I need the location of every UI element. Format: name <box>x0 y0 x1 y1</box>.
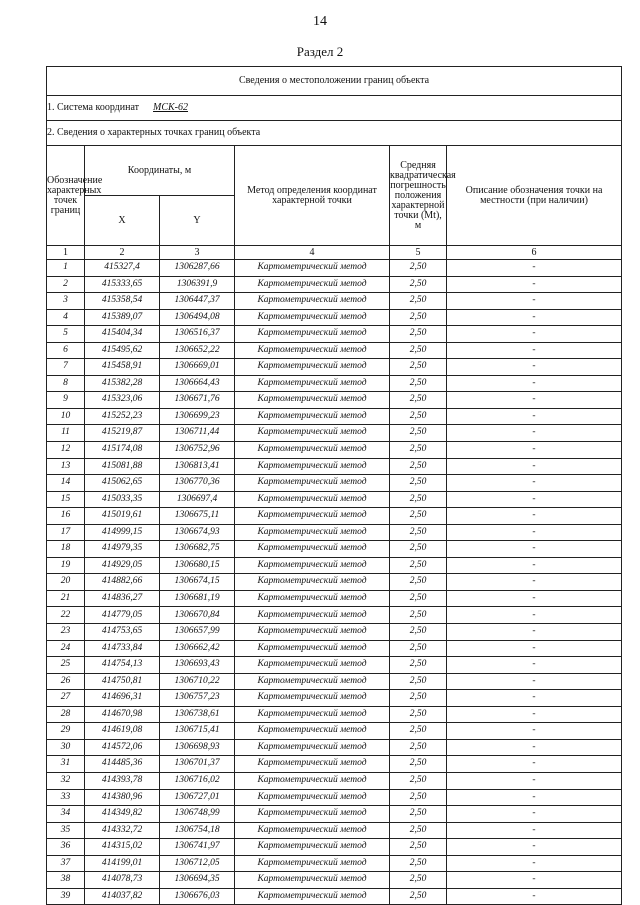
coord-y: 1306716,02 <box>160 772 235 789</box>
description: - <box>447 607 622 624</box>
coord-x: 414836,27 <box>85 590 160 607</box>
point-number: 29 <box>47 723 85 740</box>
header-description: Описание обозначения точки на местности (при наличии) <box>447 146 622 246</box>
table-title: Сведения о местоположении границ объекта <box>47 67 622 96</box>
table-row <box>47 408 622 425</box>
description: - <box>447 375 622 392</box>
table-row <box>47 293 622 310</box>
coord-y: 1306676,03 <box>160 888 235 905</box>
accuracy: 2,50 <box>390 276 447 293</box>
coord-x: 414670,98 <box>85 706 160 723</box>
method: Картометрический метод <box>235 475 390 492</box>
description: - <box>447 690 622 707</box>
points-heading-row <box>47 121 622 146</box>
point-number: 36 <box>47 839 85 856</box>
coord-y: 1306674,15 <box>160 574 235 591</box>
point-number: 21 <box>47 590 85 607</box>
table-row <box>47 508 622 525</box>
accuracy: 2,50 <box>390 822 447 839</box>
description: - <box>447 442 622 459</box>
coord-x: 415458,91 <box>85 359 160 376</box>
point-number: 8 <box>47 375 85 392</box>
table-row <box>47 309 622 326</box>
table-row <box>47 739 622 756</box>
header-y: Y <box>160 196 235 246</box>
coord-y: 1306681,19 <box>160 590 235 607</box>
description: - <box>447 260 622 277</box>
table-row <box>47 756 622 773</box>
coord-y: 1306738,61 <box>160 706 235 723</box>
coord-y: 1306694,35 <box>160 872 235 889</box>
coord-y: 1306770,36 <box>160 475 235 492</box>
method: Картометрический метод <box>235 607 390 624</box>
method: Картометрический метод <box>235 442 390 459</box>
point-number: 7 <box>47 359 85 376</box>
accuracy: 2,50 <box>390 607 447 624</box>
point-number: 1 <box>47 260 85 277</box>
description: - <box>447 408 622 425</box>
point-number: 28 <box>47 706 85 723</box>
page-number: 14 <box>313 14 327 29</box>
method: Картометрический метод <box>235 640 390 657</box>
point-number: 38 <box>47 872 85 889</box>
coord-y: 1306674,93 <box>160 524 235 541</box>
description: - <box>447 425 622 442</box>
coord-y: 1306712,05 <box>160 855 235 872</box>
table-row <box>47 888 622 905</box>
table-row <box>47 673 622 690</box>
point-number: 12 <box>47 442 85 459</box>
description: - <box>447 706 622 723</box>
coord-system-row <box>47 96 622 121</box>
method: Картометрический метод <box>235 624 390 641</box>
accuracy: 2,50 <box>390 524 447 541</box>
accuracy: 2,50 <box>390 260 447 277</box>
accuracy: 2,50 <box>390 508 447 525</box>
description: - <box>447 541 622 558</box>
point-number: 30 <box>47 739 85 756</box>
point-number: 6 <box>47 342 85 359</box>
coord-x: 415327,4 <box>85 260 160 277</box>
table-row <box>47 723 622 740</box>
method: Картометрический метод <box>235 293 390 310</box>
coord-x: 414733,84 <box>85 640 160 657</box>
coord-x: 414380,96 <box>85 789 160 806</box>
point-number: 33 <box>47 789 85 806</box>
boundary-points-table <box>46 66 622 905</box>
accuracy: 2,50 <box>390 375 447 392</box>
coord-system-label: 1. Система координат <box>47 102 140 113</box>
coord-x: 415389,07 <box>85 309 160 326</box>
coord-y: 1306699,23 <box>160 408 235 425</box>
table-row <box>47 640 622 657</box>
table-row <box>47 590 622 607</box>
description: - <box>447 855 622 872</box>
point-number: 9 <box>47 392 85 409</box>
method: Картометрический метод <box>235 458 390 475</box>
table-row <box>47 557 622 574</box>
accuracy: 2,50 <box>390 590 447 607</box>
accuracy: 2,50 <box>390 806 447 823</box>
accuracy: 2,50 <box>390 326 447 343</box>
column-number: 3 <box>160 246 235 260</box>
coord-x: 414779,05 <box>85 607 160 624</box>
table-row <box>47 624 622 641</box>
coord-x: 414037,82 <box>85 888 160 905</box>
description: - <box>447 640 622 657</box>
coord-y: 1306516,37 <box>160 326 235 343</box>
point-number: 25 <box>47 657 85 674</box>
table-title-row <box>47 67 622 96</box>
method: Картометрический метод <box>235 309 390 326</box>
table-row <box>47 574 622 591</box>
description: - <box>447 723 622 740</box>
method: Картометрический метод <box>235 690 390 707</box>
method: Картометрический метод <box>235 772 390 789</box>
description: - <box>447 789 622 806</box>
point-number: 31 <box>47 756 85 773</box>
coord-y: 1306710,22 <box>160 673 235 690</box>
coord-y: 1306813,41 <box>160 458 235 475</box>
table-row <box>47 342 622 359</box>
coord-x: 414753,65 <box>85 624 160 641</box>
accuracy: 2,50 <box>390 309 447 326</box>
method: Картометрический метод <box>235 673 390 690</box>
coord-y: 1306682,75 <box>160 541 235 558</box>
coord-x: 414696,31 <box>85 690 160 707</box>
coord-system-cell <box>47 96 622 121</box>
point-number: 11 <box>47 425 85 442</box>
accuracy: 2,50 <box>390 408 447 425</box>
coord-system-value: МСК-62 <box>153 102 189 113</box>
method: Картометрический метод <box>235 524 390 541</box>
point-number: 13 <box>47 458 85 475</box>
method: Картометрический метод <box>235 260 390 277</box>
coord-y: 1306715,41 <box>160 723 235 740</box>
coord-x: 415404,34 <box>85 326 160 343</box>
coord-x: 415174,08 <box>85 442 160 459</box>
coord-x: 414332,72 <box>85 822 160 839</box>
point-number: 2 <box>47 276 85 293</box>
table-row <box>47 690 622 707</box>
coord-y: 1306494,08 <box>160 309 235 326</box>
coord-y: 1306662,42 <box>160 640 235 657</box>
table-row <box>47 475 622 492</box>
method: Картометрический метод <box>235 590 390 607</box>
description: - <box>447 342 622 359</box>
method: Картометрический метод <box>235 326 390 343</box>
point-number: 34 <box>47 806 85 823</box>
coord-y: 1306752,96 <box>160 442 235 459</box>
table-row <box>47 458 622 475</box>
method: Картометрический метод <box>235 839 390 856</box>
table-row <box>47 491 622 508</box>
coord-x: 415323,06 <box>85 392 160 409</box>
description: - <box>447 657 622 674</box>
description: - <box>447 739 622 756</box>
coord-y: 1306697,4 <box>160 491 235 508</box>
table-row <box>47 657 622 674</box>
description: - <box>447 359 622 376</box>
method: Картометрический метод <box>235 706 390 723</box>
coord-x: 415219,87 <box>85 425 160 442</box>
header-x: X <box>85 196 160 246</box>
column-number: 5 <box>390 246 447 260</box>
method: Картометрический метод <box>235 855 390 872</box>
accuracy: 2,50 <box>390 475 447 492</box>
coord-x: 414199,01 <box>85 855 160 872</box>
coord-y: 1306741,97 <box>160 839 235 856</box>
coord-x: 415081,88 <box>85 458 160 475</box>
description: - <box>447 524 622 541</box>
coord-y: 1306693,43 <box>160 657 235 674</box>
coord-x: 415062,65 <box>85 475 160 492</box>
method: Картометрический метод <box>235 723 390 740</box>
description: - <box>447 276 622 293</box>
accuracy: 2,50 <box>390 557 447 574</box>
description: - <box>447 574 622 591</box>
description: - <box>447 756 622 773</box>
table-row <box>47 375 622 392</box>
description: - <box>447 326 622 343</box>
coord-x: 415033,35 <box>85 491 160 508</box>
description: - <box>447 491 622 508</box>
header-point-label: Обозначение характерных точек границ <box>47 146 85 246</box>
description: - <box>447 590 622 607</box>
accuracy: 2,50 <box>390 342 447 359</box>
header-row-1 <box>47 146 622 196</box>
coord-y: 1306664,43 <box>160 375 235 392</box>
table-row <box>47 425 622 442</box>
description: - <box>447 872 622 889</box>
coord-x: 414393,78 <box>85 772 160 789</box>
point-number: 39 <box>47 888 85 905</box>
point-number: 15 <box>47 491 85 508</box>
point-number: 20 <box>47 574 85 591</box>
description: - <box>447 293 622 310</box>
accuracy: 2,50 <box>390 442 447 459</box>
table-row <box>47 839 622 856</box>
point-number: 27 <box>47 690 85 707</box>
method: Картометрический метод <box>235 541 390 558</box>
table-row <box>47 326 622 343</box>
method: Картометрический метод <box>235 342 390 359</box>
coord-x: 414882,66 <box>85 574 160 591</box>
coord-x: 414315,02 <box>85 839 160 856</box>
point-number: 17 <box>47 524 85 541</box>
point-number: 18 <box>47 541 85 558</box>
description: - <box>447 772 622 789</box>
method: Картометрический метод <box>235 756 390 773</box>
accuracy: 2,50 <box>390 839 447 856</box>
table-row <box>47 789 622 806</box>
point-number: 3 <box>47 293 85 310</box>
description: - <box>447 557 622 574</box>
coord-y: 1306287,66 <box>160 260 235 277</box>
coord-x: 414750,81 <box>85 673 160 690</box>
method: Картометрический метод <box>235 491 390 508</box>
method: Картометрический метод <box>235 888 390 905</box>
coord-x: 414349,82 <box>85 806 160 823</box>
table-row <box>47 706 622 723</box>
accuracy: 2,50 <box>390 706 447 723</box>
table-row <box>47 855 622 872</box>
description: - <box>447 458 622 475</box>
point-number: 24 <box>47 640 85 657</box>
coord-x: 415333,65 <box>85 276 160 293</box>
point-number: 32 <box>47 772 85 789</box>
accuracy: 2,50 <box>390 888 447 905</box>
table-row <box>47 822 622 839</box>
coord-y: 1306670,84 <box>160 607 235 624</box>
table-row <box>47 772 622 789</box>
table-row <box>47 872 622 889</box>
accuracy: 2,50 <box>390 690 447 707</box>
method: Картометрический метод <box>235 408 390 425</box>
coord-x: 415252,23 <box>85 408 160 425</box>
point-number: 22 <box>47 607 85 624</box>
point-number: 35 <box>47 822 85 839</box>
accuracy: 2,50 <box>390 574 447 591</box>
coord-y: 1306680,15 <box>160 557 235 574</box>
points-heading: 2. Сведения о характерных точках границ объекта <box>47 121 622 146</box>
coord-y: 1306711,44 <box>160 425 235 442</box>
table-row <box>47 524 622 541</box>
method: Картометрический метод <box>235 276 390 293</box>
column-number: 4 <box>235 246 390 260</box>
coord-y: 1306701,37 <box>160 756 235 773</box>
coord-x: 414754,13 <box>85 657 160 674</box>
point-number: 16 <box>47 508 85 525</box>
description: - <box>447 392 622 409</box>
point-number: 19 <box>47 557 85 574</box>
description: - <box>447 806 622 823</box>
coord-x: 415358,54 <box>85 293 160 310</box>
accuracy: 2,50 <box>390 772 447 789</box>
point-number: 10 <box>47 408 85 425</box>
coord-x: 414485,36 <box>85 756 160 773</box>
column-number: 2 <box>85 246 160 260</box>
description: - <box>447 839 622 856</box>
method: Картометрический метод <box>235 657 390 674</box>
description: - <box>447 309 622 326</box>
table-row <box>47 392 622 409</box>
table-row <box>47 359 622 376</box>
accuracy: 2,50 <box>390 392 447 409</box>
accuracy: 2,50 <box>390 855 447 872</box>
coord-x: 415382,28 <box>85 375 160 392</box>
coord-y: 1306657,99 <box>160 624 235 641</box>
header-coords: Координаты, м <box>85 146 235 196</box>
coord-y: 1306652,22 <box>160 342 235 359</box>
description: - <box>447 475 622 492</box>
section-title: Раздел 2 <box>296 44 344 59</box>
point-number: 23 <box>47 624 85 641</box>
accuracy: 2,50 <box>390 359 447 376</box>
method: Картометрический метод <box>235 739 390 756</box>
accuracy: 2,50 <box>390 673 447 690</box>
accuracy: 2,50 <box>390 491 447 508</box>
column-numbers-row <box>47 246 622 260</box>
accuracy: 2,50 <box>390 739 447 756</box>
accuracy: 2,50 <box>390 624 447 641</box>
description: - <box>447 508 622 525</box>
method: Картометрический метод <box>235 872 390 889</box>
header-error: Средняя квадратическая погрешность положения характерной точки (Mt), м <box>390 146 447 246</box>
accuracy: 2,50 <box>390 723 447 740</box>
accuracy: 2,50 <box>390 425 447 442</box>
coord-y: 1306754,18 <box>160 822 235 839</box>
table-row <box>47 260 622 277</box>
accuracy: 2,50 <box>390 541 447 558</box>
coord-y: 1306727,01 <box>160 789 235 806</box>
accuracy: 2,50 <box>390 293 447 310</box>
coord-y: 1306748,99 <box>160 806 235 823</box>
coord-x: 414999,15 <box>85 524 160 541</box>
coord-x: 414979,35 <box>85 541 160 558</box>
coord-y: 1306669,01 <box>160 359 235 376</box>
point-number: 4 <box>47 309 85 326</box>
method: Картометрический метод <box>235 392 390 409</box>
coord-x: 414078,73 <box>85 872 160 889</box>
description: - <box>447 673 622 690</box>
table-row <box>47 442 622 459</box>
coord-x: 415495,62 <box>85 342 160 359</box>
method: Картометрический метод <box>235 557 390 574</box>
table-row <box>47 806 622 823</box>
accuracy: 2,50 <box>390 458 447 475</box>
accuracy: 2,50 <box>390 789 447 806</box>
description: - <box>447 888 622 905</box>
accuracy: 2,50 <box>390 657 447 674</box>
method: Картометрический метод <box>235 375 390 392</box>
coord-y: 1306757,23 <box>160 690 235 707</box>
method: Картометрический метод <box>235 789 390 806</box>
method: Картометрический метод <box>235 508 390 525</box>
coord-x: 415019,61 <box>85 508 160 525</box>
method: Картометрический метод <box>235 574 390 591</box>
coord-y: 1306675,11 <box>160 508 235 525</box>
point-number: 5 <box>47 326 85 343</box>
table-row <box>47 541 622 558</box>
method: Картометрический метод <box>235 806 390 823</box>
method: Картометрический метод <box>235 822 390 839</box>
accuracy: 2,50 <box>390 872 447 889</box>
coord-x: 414619,08 <box>85 723 160 740</box>
coord-y: 1306671,76 <box>160 392 235 409</box>
coord-y: 1306391,9 <box>160 276 235 293</box>
coord-x: 414929,05 <box>85 557 160 574</box>
coord-y: 1306447,37 <box>160 293 235 310</box>
table-row <box>47 607 622 624</box>
method: Картометрический метод <box>235 359 390 376</box>
accuracy: 2,50 <box>390 756 447 773</box>
description: - <box>447 822 622 839</box>
point-number: 37 <box>47 855 85 872</box>
point-number: 14 <box>47 475 85 492</box>
method: Картометрический метод <box>235 425 390 442</box>
accuracy: 2,50 <box>390 640 447 657</box>
column-number: 6 <box>447 246 622 260</box>
point-number: 26 <box>47 673 85 690</box>
coord-y: 1306698,93 <box>160 739 235 756</box>
table-row <box>47 276 622 293</box>
header-method: Метод определения координат характерной точки <box>235 146 390 246</box>
column-number: 1 <box>47 246 85 260</box>
description: - <box>447 624 622 641</box>
coord-x: 414572,06 <box>85 739 160 756</box>
